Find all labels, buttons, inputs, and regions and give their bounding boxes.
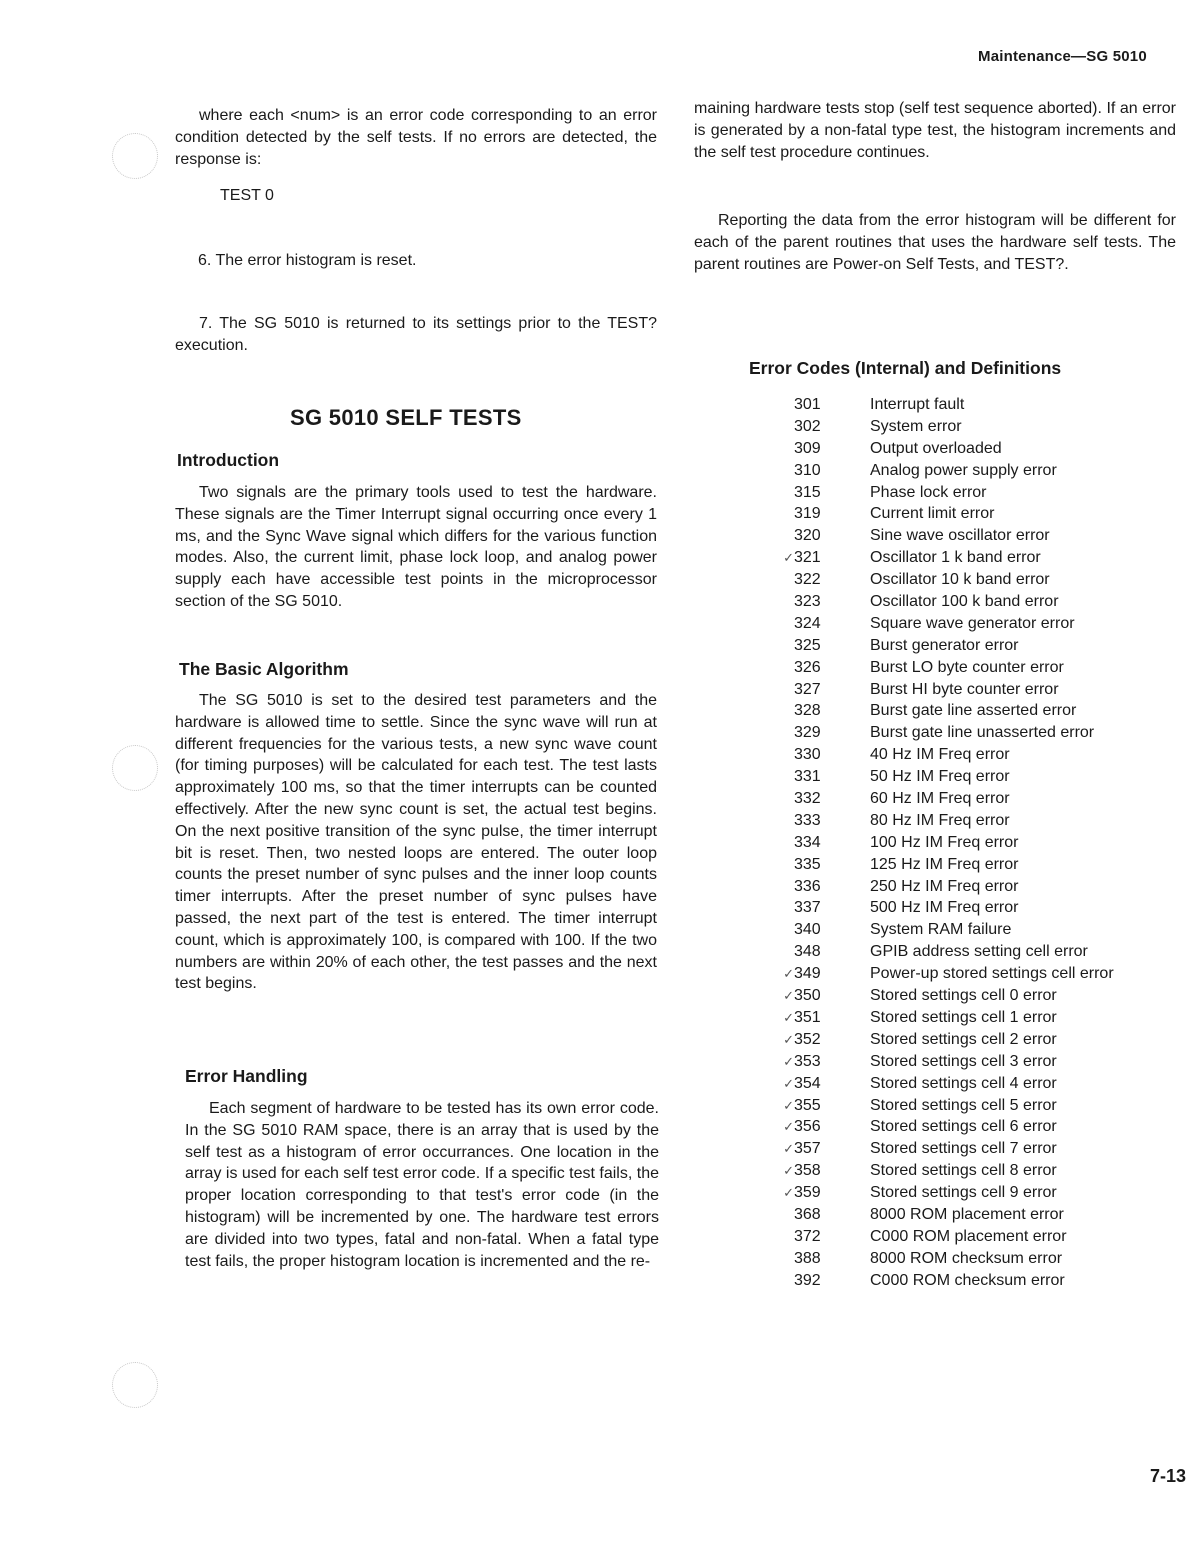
error-code-row (760, 722, 1180, 744)
error-code-row (760, 700, 1180, 722)
punch-hole-decoration (112, 1362, 158, 1408)
error-handling-text: Each segment of hardware to be tested has its own error code. In the SG 5010 RAM space, there is an array that is used by the self test as a histogram of error occurrances. One location in the array is used for each self test error code. If a specific test fails, the proper location corresponding to that test's error code (in the histogram) will be incremented by one. The hardware test errors are divided into two types, fatal and non-fatal. When a fatal type test fails, the proper histogram location is incremented and the re- (185, 1100, 659, 1270)
error-code-row (760, 1270, 1180, 1292)
check-mark-annotation (760, 700, 794, 722)
error-code-row (760, 591, 1180, 613)
error-code-description: Stored settings cell 7 error (870, 1140, 1057, 1158)
error-code-row (760, 613, 1180, 635)
check-mark-annotation (760, 569, 794, 591)
error-code-row (760, 438, 1180, 460)
check-mark-annotation (760, 744, 794, 766)
error-code-description: 40 Hz IM Freq error (870, 746, 1010, 764)
check-mark-annotation (760, 766, 794, 788)
error-code-number: 310 (794, 461, 821, 479)
check-mark-annotation: ✓ (783, 1185, 794, 1201)
error-code-description: Square wave generator error (870, 614, 1075, 632)
error-code-description: System error (870, 417, 962, 435)
step-7: 7. The SG 5010 is returned to its settings prior to the TEST? execution. (175, 315, 657, 354)
error-code-number: 372 (794, 1227, 821, 1245)
error-code-row (760, 788, 1180, 810)
error-code-row (760, 1116, 1180, 1138)
error-handling-heading: Error Handling (185, 1066, 308, 1086)
error-code-number: 321 (794, 549, 821, 567)
error-code-row (760, 482, 1180, 504)
check-mark-annotation (760, 613, 794, 635)
check-mark-annotation: ✓ (783, 1141, 794, 1157)
error-code-row (760, 766, 1180, 788)
check-mark-annotation (760, 1226, 794, 1248)
check-mark-annotation (760, 438, 794, 460)
error-code-number: 309 (794, 439, 821, 457)
error-code-description: Oscillator 1 k band error (870, 549, 1041, 567)
error-code-description: C000 ROM placement error (870, 1227, 1067, 1245)
check-mark-annotation (760, 525, 794, 547)
error-code-description: GPIB address setting cell error (870, 943, 1088, 961)
check-mark-annotation (760, 854, 794, 876)
error-code-description: Stored settings cell 5 error (870, 1096, 1057, 1114)
error-code-number: 368 (794, 1205, 821, 1223)
error-code-description: Oscillator 100 k band error (870, 593, 1059, 611)
check-mark-annotation (760, 1248, 794, 1270)
error-code-row (760, 985, 1180, 1007)
error-code-number: 325 (794, 636, 821, 654)
error-code-row (760, 1007, 1180, 1029)
error-code-description: 250 Hz IM Freq error (870, 877, 1019, 895)
check-mark-annotation (760, 722, 794, 744)
check-mark-annotation (760, 657, 794, 679)
check-mark-annotation (760, 1270, 794, 1292)
punch-hole-decoration (112, 745, 158, 791)
error-code-number: 392 (794, 1271, 821, 1289)
check-mark-annotation (760, 416, 794, 438)
check-mark-annotation: ✓ (783, 1075, 794, 1091)
error-code-number: 351 (794, 1008, 821, 1026)
error-codes-heading: Error Codes (Internal) and Definitions (749, 358, 1062, 378)
error-code-number: 328 (794, 702, 821, 720)
error-code-description: Stored settings cell 6 error (870, 1118, 1057, 1136)
error-code-number: 324 (794, 614, 821, 632)
check-mark-annotation (760, 788, 794, 810)
error-code-row (760, 635, 1180, 657)
error-code-row (760, 876, 1180, 898)
check-mark-annotation (760, 591, 794, 613)
error-code-row (760, 1226, 1180, 1248)
error-code-number: 359 (794, 1184, 821, 1202)
error-code-number: 315 (794, 483, 821, 501)
error-code-number: 335 (794, 855, 821, 873)
error-code-description: Stored settings cell 1 error (870, 1008, 1057, 1026)
error-code-description: Stored settings cell 2 error (870, 1030, 1057, 1048)
error-code-row (760, 569, 1180, 591)
error-code-number: 352 (794, 1030, 821, 1048)
page-number: 7-13 (1150, 1466, 1187, 1486)
error-code-row (760, 1204, 1180, 1226)
error-code-row (760, 1160, 1180, 1182)
error-code-description: 60 Hz IM Freq error (870, 790, 1010, 808)
error-code-row (760, 897, 1180, 919)
error-code-description: 50 Hz IM Freq error (870, 768, 1010, 786)
error-code-description: Interrupt fault (870, 396, 965, 413)
error-code-row (760, 1073, 1180, 1095)
introduction-heading: Introduction (177, 450, 280, 470)
error-code-row (760, 854, 1180, 876)
error-code-number: 331 (794, 768, 821, 786)
error-code-number: 322 (794, 571, 821, 589)
error-code-number: 349 (794, 965, 821, 983)
error-code-number: 334 (794, 833, 821, 851)
continuation-paragraph: maining hardware tests stop (self test sequence aborted). If an error is generated by a non-fatal type test, the histogram increments and the self test procedure continues. (694, 100, 1176, 161)
error-code-table (760, 394, 1180, 1292)
error-code-number: 333 (794, 811, 821, 829)
error-code-row (760, 919, 1180, 941)
error-code-description: Stored settings cell 8 error (870, 1162, 1057, 1180)
error-code-number: 353 (794, 1052, 821, 1070)
step-6: 6. The error histogram is reset. (198, 252, 417, 269)
error-code-description: 125 Hz IM Freq error (870, 855, 1019, 873)
check-mark-annotation (760, 394, 794, 416)
check-mark-annotation (760, 919, 794, 941)
error-code-number: 354 (794, 1074, 821, 1092)
check-mark-annotation (760, 897, 794, 919)
check-mark-annotation: ✓ (783, 988, 794, 1004)
error-code-description: Burst gate line asserted error (870, 702, 1077, 720)
error-code-row (760, 525, 1180, 547)
section-title: SG 5010 SELF TESTS (290, 405, 522, 430)
check-mark-annotation (760, 503, 794, 525)
error-code-row (760, 460, 1180, 482)
error-code-number: 340 (794, 921, 821, 939)
error-code-description: Stored settings cell 9 error (870, 1184, 1057, 1202)
error-code-row (760, 1051, 1180, 1073)
error-code-description: Burst HI byte counter error (870, 680, 1059, 698)
error-code-description: Power-up stored settings cell error (870, 965, 1114, 983)
error-code-number: 388 (794, 1249, 821, 1267)
error-code-row (760, 394, 1180, 416)
error-code-number: 302 (794, 417, 821, 435)
error-code-number: 337 (794, 899, 821, 917)
running-header: Maintenance—SG 5010 (978, 48, 1147, 65)
error-code-number: 319 (794, 505, 821, 523)
error-code-description: 8000 ROM checksum error (870, 1249, 1063, 1267)
error-code-description: System RAM failure (870, 921, 1012, 939)
error-code-description: Sine wave oscillator error (870, 527, 1050, 545)
error-code-row (760, 744, 1180, 766)
error-code-number: 348 (794, 943, 821, 961)
intro-paragraph: where each <num> is an error code corresponding to an error condition detected by the self tests. If no errors are detected, the response is: (175, 107, 657, 168)
error-code-description: 80 Hz IM Freq error (870, 811, 1010, 829)
error-code-row (760, 810, 1180, 832)
check-mark-annotation (760, 679, 794, 701)
error-code-description: Phase lock error (870, 483, 987, 501)
error-code-number: 332 (794, 790, 821, 808)
error-code-row (760, 1138, 1180, 1160)
reporting-paragraph: Reporting the data from the error histogram will be different for each of the parent routines that uses the hardware self tests. The parent routines are Power-on Self Tests, and TEST?. (694, 212, 1176, 273)
check-mark-annotation (760, 635, 794, 657)
error-code-description: C000 ROM checksum error (870, 1271, 1065, 1289)
error-code-row (760, 963, 1180, 985)
error-code-row (760, 679, 1180, 701)
error-code-row (760, 1095, 1180, 1117)
error-code-description: Burst LO byte counter error (870, 658, 1064, 676)
check-mark-annotation (760, 460, 794, 482)
error-code-description: Current limit error (870, 505, 995, 523)
error-code-number: 358 (794, 1162, 821, 1180)
error-code-row (760, 832, 1180, 854)
error-code-row (760, 1182, 1180, 1204)
check-mark-annotation: ✓ (783, 1163, 794, 1179)
error-code-number: 330 (794, 746, 821, 764)
error-code-number: 329 (794, 724, 821, 742)
error-code-row (760, 1248, 1180, 1270)
punch-hole-decoration (112, 133, 158, 179)
response-example: TEST 0 (220, 187, 274, 204)
check-mark-annotation: ✓ (783, 1009, 794, 1025)
error-code-description: Output overloaded (870, 439, 1002, 457)
error-code-row (760, 416, 1180, 438)
error-code-description: 8000 ROM placement error (870, 1205, 1064, 1223)
error-code-description: Stored settings cell 3 error (870, 1052, 1057, 1070)
check-mark-annotation: ✓ (783, 1119, 794, 1135)
check-mark-annotation (760, 1204, 794, 1226)
error-code-row (760, 547, 1180, 569)
error-code-description: Oscillator 10 k band error (870, 571, 1050, 589)
error-code-number: 323 (794, 593, 821, 611)
check-mark-annotation: ✓ (783, 1031, 794, 1047)
error-code-number: 355 (794, 1096, 821, 1114)
error-code-description: Burst generator error (870, 636, 1019, 654)
basic-algorithm-heading: The Basic Algorithm (179, 659, 349, 679)
error-code-description: 500 Hz IM Freq error (870, 899, 1019, 917)
check-mark-annotation: ✓ (783, 966, 794, 982)
error-code-number: 336 (794, 877, 821, 895)
error-code-description: Burst gate line unasserted error (870, 724, 1095, 742)
error-code-number: 356 (794, 1118, 821, 1136)
error-code-row (760, 657, 1180, 679)
check-mark-annotation (760, 832, 794, 854)
error-code-description: Stored settings cell 0 error (870, 987, 1057, 1005)
error-code-number: 301 (794, 396, 821, 413)
error-code-row (760, 1029, 1180, 1051)
error-code-number: 350 (794, 987, 821, 1005)
error-code-row (760, 503, 1180, 525)
error-code-number: 326 (794, 658, 821, 676)
check-mark-annotation (760, 482, 794, 504)
check-mark-annotation: ✓ (783, 1053, 794, 1069)
check-mark-annotation: ✓ (783, 550, 794, 566)
introduction-text: Two signals are the primary tools used to test the hardware. These signals are the Timer Interrupt signal occurring once every 1 ms, and the Sync Wave signal which differs for the various function modes. Also, the current limit, phase lock loop, and analog power supply each have accessible test points in the microprocessor section of the SG 5010. (175, 484, 657, 610)
check-mark-annotation (760, 941, 794, 963)
basic-algorithm-text: The SG 5010 is set to the desired test parameters and the hardware is allowed time to settle. Since the sync wave will run at different frequencies for the various tests, a new sync wave count (for timing purposes) will be calculated for each test. The test lasts approximately 100 ms, so that the timer interrupts can be counted effectively. After the new sync count is set, the actual test begins. On the next positive transition of the sync pulse, the timer interrupt bit is reset. Then, two nested loops are entered. The outer loop counts the preset number of sync pulses and the inner loop counts timer interrupts. After the preset number of sync pulses have passed, the next part of the test is entered. The timer interrupt count, which is approximately 100, is compared with 100. If the two numbers are within 20% of each other, the test passes and the next test begins. (175, 692, 657, 993)
error-code-number: 357 (794, 1140, 821, 1158)
error-code-description: 100 Hz IM Freq error (870, 833, 1019, 851)
check-mark-annotation (760, 810, 794, 832)
error-code-number: 320 (794, 527, 821, 545)
check-mark-annotation: ✓ (783, 1097, 794, 1113)
error-code-row (760, 941, 1180, 963)
check-mark-annotation (760, 876, 794, 898)
error-code-number: 327 (794, 680, 821, 698)
error-code-description: Stored settings cell 4 error (870, 1074, 1057, 1092)
error-code-description: Analog power supply error (870, 461, 1057, 479)
